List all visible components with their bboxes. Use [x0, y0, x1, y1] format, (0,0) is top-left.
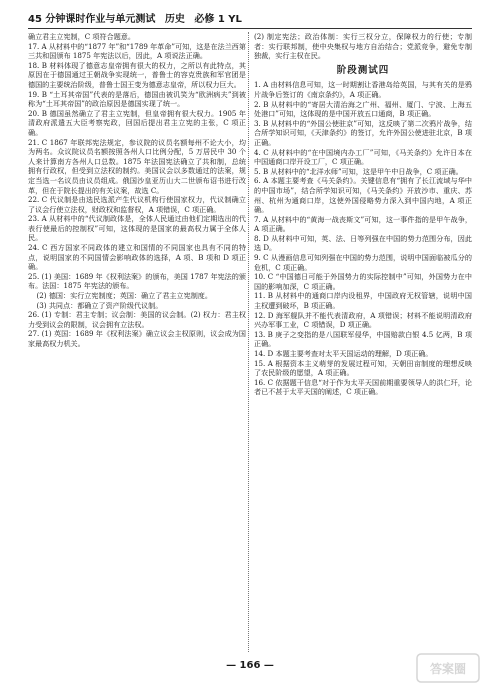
answer-paragraph: (2) 德国：实行立宪制度；英国：确立了君主立宪制度。 — [36, 291, 212, 301]
answer-paragraph: 17. A 从材料中的“1877 年”和“1789 年革命”可知，这是在法兰西第三共和国颁布 1875 年宪法以后，因此，A 项说法正确。 — [28, 41, 246, 61]
column-divider — [248, 32, 249, 652]
answer-paragraph: 21. C 1867 年联邦宪法规定，参议院的议员名额每州不论大小，均为两名。众议院议员名额按照各州人口比例分配，5 万居民中 30 个人来计算南方各州人口总数。1875 年法国宪法确立了共和制，总统拥有行政权，但受到立法权的制约。美国议会以多数通过的法案，规定当选一名议员由议员组成。俄国沙皇亚历山大二世颁布诏书进行改革，但在于院长提出的有关议案，故选 C。 — [28, 137, 246, 195]
answer-paragraph: 3. B 从材料中的“外国公使驻京”可知，这反映了第二次鸦片战争，结合所学知识可知，《天津条约》的签订，允许外国公使进驻北京，B 项正确。 — [254, 118, 472, 147]
answer-paragraph: 6. A 本题主要考查《马关条约》。关键信息有“拥有了长江流域与华中的中国市场”，结合所学知识可知，《马关条约》开放沙市、重庆、苏州、杭州为通商口岸，这使外国侵略势力深入到中国内地，A 项正确。 — [254, 176, 472, 215]
answer-paragraph: 26. (1) 专制：君主专制；议会制：美国的议会制。(2) 权力：君主权力受到议会的限制，议会拥有立法权。 — [28, 310, 246, 329]
answer-paragraph: 4. C 从材料中的“在中国境内办工厂”可知，《马关条约》允许日本在中国通商口岸开设工厂，C 项正确。 — [254, 147, 472, 167]
page-number: — 166 — — [226, 660, 274, 671]
answer-paragraph: (3) 共同点：都确立了资产阶级代议制。 — [36, 300, 163, 310]
watermark-text: 答案圈 — [429, 662, 467, 676]
answer-paragraph: 11. B 从材料中的通商口岸内设租界，中国政府无权管辖，说明中国主权遭到破坏，B 项正确。 — [254, 291, 472, 311]
answer-paragraph: (2) 制定宪法；政治体制：实行三权分立，保障权力的行使；专制者：实行联邦制，使中央集权与地方自治结合；党派竞争，避免专制独裁，实行主权在民。 — [254, 32, 472, 61]
answer-paragraph: 24. C 西方国家不同政体的建立和国情的不同国家也具有不同的特点，说明国家的不同国情会影响政体的选择，A 项、B 项和 D 项正确。 — [28, 243, 246, 272]
answer-paragraph: 8. D 从材料中可知，英、法、日等列强在中国的势力范围分布，因此选 D。 — [254, 233, 472, 253]
answer-paragraph: 20. B 德国虽然确立了君主立宪制，但皇帝拥有很大权力。1905 年清政府派遣五大臣考察宪政，回国后提出君主立宪的主张，C 项正确。 — [28, 108, 246, 137]
answer-paragraph: 25. (1) 美国：1689 年《权利法案》的颁布，美国 1787 年宪法的颁布。法国：1875 年宪法的颁布。 — [28, 271, 246, 291]
answer-paragraph: 18. B 材料体现了德意志皇帝拥有很大的权力，之所以有此特点，其原因在于德国通过王朝战争实现统一，普鲁士的容克贵族和军官团是德国的主要统治阶级，普鲁士国王变为德意志皇帝，所以权力巨大。 — [28, 60, 246, 89]
right-column — [254, 32, 472, 397]
answer-paragraph: 15. A 根据资本主义萌芽的发展过程可知，天朝田亩制度的理想反映了农民阶级的愿望，A 项正确。 — [254, 358, 472, 378]
answer-paragraph: 27. (1) 英国：1689 年《权利法案》确立议会主权原则，议会成为国家最高权力机关。 — [28, 329, 246, 348]
answer-paragraph: 16. C 依据题干信息“对于作为太平天国前期重要领导人的洪仁玕，论者已不甚于太平天国的阐述，C 项正确。 — [254, 377, 472, 397]
answer-paragraph: 14. D 本题主要考查对太平天国运动的理解，D 项正确。 — [254, 349, 433, 358]
answer-paragraph: 22. C 代议制是由选民选派产生代议机构行使国家权力，代议制确立了议会行使立法权，财政权和监督权，A 项错误，C 项正确。 — [28, 195, 246, 214]
answer-paragraph: 5. B 从材料中的“北洋水师”可知，这是甲午中日战争，C 项正确。 — [254, 166, 463, 176]
answer-paragraph: 1. A 由材料信息可知，这一时期割让香港岛给英国，与其有关的是鸦片战争后签订的《南京条约》，A 项正确。 — [254, 80, 472, 99]
volume-label: 必修 1 YL — [194, 14, 242, 25]
subject-label: 历史 — [164, 14, 185, 25]
answer-paragraph: 7. A 从材料中的“黄海一战丧斯文”可知，这一事件指的是甲午战争，A 项正确。 — [254, 214, 472, 234]
watermark-logo — [416, 653, 480, 683]
left-column — [28, 32, 246, 349]
book-title: 45 分钟课时作业与单元测试 — [28, 14, 156, 25]
answer-paragraph: 13. B 庚子之变指的是八国联军侵华，中国赔款白银 4.5 亿两，B 项正确。 — [254, 329, 472, 349]
answer-paragraph: 10. C “中国德日可能于外国势力的实际控制中”可知，外国势力在中国的影响加深，C 项正确。 — [254, 272, 472, 291]
section-title: 阶段测试四 — [336, 64, 390, 76]
answer-paragraph: 2. B 从材料中的“寄居大清治海之广州、福州、厦门、宁波、上海五处港口”可知，这体现的是中国开放五口通商，B 项正确。 — [254, 99, 472, 119]
answer-paragraph: 确立君主立宪制，C 项符合题意。 — [28, 32, 135, 41]
answer-paragraph: 23. A 从材料中的“代议制政体是，全体人民通过由他们定期选出的代表行使最后的控制权”可知，这体现的是国家的最高权力属于全体人民。 — [28, 214, 246, 243]
answer-paragraph: 19. B “土耳其帝国”代表的是落后，德国由被讥笑为“欧洲病夫”到被称为“土耳其帝国”的政治原因是德国实现了统一。 — [28, 89, 246, 109]
page-header — [28, 10, 472, 29]
answer-paragraph: 12. D 海军舰队并不能代表清政府，A 项错误；材料不能说明清政府兴办军事工业，C 项错误，D 项正确。 — [254, 310, 472, 330]
answer-paragraph: 9. C 从漫画信息可知列强在中国的势力范围，说明中国面临被瓜分的危机，C 项正确。 — [254, 253, 472, 272]
